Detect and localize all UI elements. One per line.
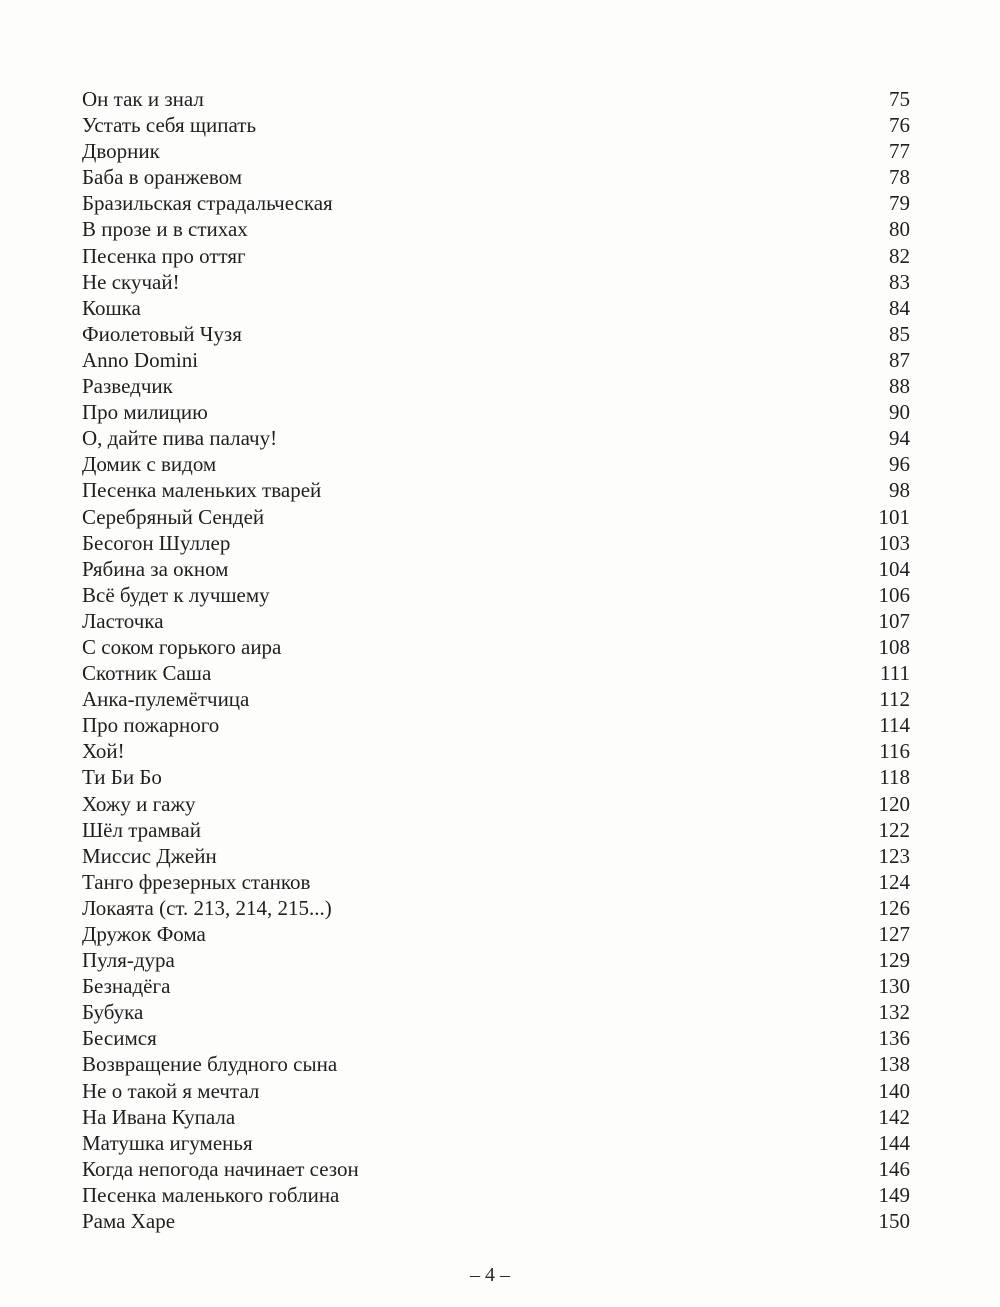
- toc-row: [82, 1078, 910, 1104]
- toc-entry-title: Хой!: [82, 739, 125, 764]
- toc-row: [82, 1208, 910, 1234]
- toc-entry-page: 107: [878, 608, 910, 633]
- toc-entry-page: 108: [878, 634, 910, 659]
- toc-row: [82, 1130, 910, 1156]
- toc-entry-page: 129: [878, 948, 910, 973]
- toc-entry-title: Безнадёга: [82, 974, 171, 999]
- toc-row: [82, 138, 910, 164]
- toc-entry-page: 116: [879, 739, 910, 764]
- toc-entry-title: Матушка игуменья: [82, 1130, 253, 1155]
- toc-entry-page: 132: [878, 1000, 910, 1025]
- toc-entry-page: 103: [878, 530, 910, 555]
- toc-entry-page: 96: [889, 452, 910, 477]
- toc-row: [82, 999, 910, 1025]
- toc-row: [82, 764, 910, 790]
- toc-entry-title: Разведчик: [82, 374, 173, 399]
- toc-row: [82, 86, 910, 112]
- toc-entry-page: 94: [889, 426, 910, 451]
- toc-row: [82, 190, 910, 216]
- toc-entry-title: Он так и знал: [82, 87, 204, 111]
- toc-entry-title: Песенка про оттяг: [82, 243, 246, 268]
- toc-row: [82, 582, 910, 608]
- toc-row: [82, 164, 910, 190]
- toc-entry-page: 120: [878, 791, 910, 816]
- toc-entry-page: 85: [889, 321, 910, 346]
- toc-entry-page: 104: [878, 556, 910, 581]
- toc-entry-page: 123: [878, 843, 910, 868]
- toc-row: [82, 321, 910, 347]
- toc-entry-title: Танго фрезерных станков: [82, 869, 311, 894]
- toc-row: [82, 504, 910, 530]
- toc-list: [82, 86, 910, 1234]
- toc-entry-title: Домик с видом: [82, 452, 217, 477]
- toc-entry-page: 112: [879, 687, 910, 712]
- toc-row: [82, 269, 910, 295]
- toc-entry-title: Локаята (ст. 213, 214, 215...): [82, 895, 332, 920]
- toc-row: [82, 660, 910, 686]
- toc-row: [82, 399, 910, 425]
- toc-row: [82, 1051, 910, 1077]
- toc-entry-page: 83: [889, 269, 910, 294]
- toc-row: [82, 1104, 910, 1130]
- toc-entry-title: Песенка маленьких тварей: [82, 478, 322, 503]
- page-number-footer: – 4 –: [470, 1264, 510, 1286]
- toc-entry-title: Рябина за окном: [82, 556, 229, 581]
- toc-entry-title: Всё будет к лучшему: [82, 582, 270, 607]
- toc-row: [82, 1156, 910, 1182]
- toc-entry-page: 78: [889, 165, 910, 190]
- toc-entry-title: Когда непогода начинает сезон: [82, 1156, 359, 1181]
- toc-row: [82, 295, 910, 321]
- toc-entry-title: Дружок Фома: [82, 922, 206, 946]
- toc-entry-title: Шёл трамвай: [82, 817, 201, 842]
- toc-entry-title: Хожу и гажу: [82, 791, 196, 816]
- toc-entry-page: 142: [878, 1104, 910, 1129]
- toc-entry-title: Миссис Джейн: [82, 843, 217, 868]
- toc-row: [82, 347, 910, 373]
- toc-entry-page: 76: [889, 113, 910, 138]
- toc-entry-page: 124: [878, 869, 910, 894]
- toc-row: [82, 686, 910, 712]
- toc-entry-title: О, дайте пива палачу!: [82, 426, 278, 451]
- toc-entry-title: Ти Би Бо: [82, 765, 162, 790]
- toc-entry-page: 88: [889, 374, 910, 399]
- toc-row: [82, 530, 910, 556]
- toc-row: [82, 634, 910, 660]
- toc-entry-page: 79: [889, 191, 910, 216]
- toc-entry-title: В прозе и в стихах: [82, 217, 248, 242]
- toc-entry-page: 146: [878, 1156, 910, 1181]
- toc-row: [82, 112, 910, 138]
- toc-row: [82, 843, 910, 869]
- toc-entry-title: Пуля-дура: [82, 948, 175, 973]
- toc-row: [82, 425, 910, 451]
- toc-entry-page: 80: [889, 217, 910, 242]
- toc-entry-page: 149: [878, 1182, 910, 1207]
- toc-entry-title: Серебряный Сендей: [82, 504, 265, 529]
- toc-row: [82, 921, 910, 947]
- toc-row: [82, 973, 910, 999]
- toc-entry-page: 82: [889, 243, 910, 268]
- toc-row: [82, 791, 910, 817]
- toc-row: [82, 869, 910, 895]
- toc-entry-page: 111: [880, 661, 910, 686]
- toc-entry-page: 118: [879, 765, 910, 790]
- toc-entry-title: Возвращение блудного сына: [82, 1052, 338, 1077]
- toc-entry-title: Устать себя щипать: [82, 113, 257, 138]
- toc-row: [82, 373, 910, 399]
- toc-entry-page: 84: [889, 295, 910, 320]
- toc-entry-title: Не скучай!: [82, 269, 180, 294]
- toc-entry-page: 130: [878, 974, 910, 999]
- toc-row: [82, 216, 910, 242]
- toc-row: [82, 608, 910, 634]
- toc-entry-title: Дворник: [82, 139, 160, 164]
- toc-row: [82, 712, 910, 738]
- toc-entry-title: Бесимся: [82, 1026, 157, 1051]
- toc-entry-title: Песенка маленького гоблина: [82, 1182, 340, 1207]
- toc-entry-title: Про пожарного: [82, 713, 220, 738]
- toc-row: [82, 243, 910, 269]
- toc-entry-title: Фиолетовый Чузя: [82, 321, 242, 346]
- toc-entry-title: Рама Харе: [82, 1209, 176, 1234]
- toc-entry-page: 87: [889, 347, 910, 372]
- toc-entry-title: На Ивана Купала: [82, 1104, 236, 1129]
- toc-entry-page: 144: [878, 1130, 910, 1155]
- toc-entry-title: Баба в оранжевом: [82, 165, 243, 190]
- toc-entry-page: 127: [878, 922, 910, 946]
- toc-row: [82, 738, 910, 764]
- toc-entry-title: Кошка: [82, 295, 141, 320]
- toc-row: [82, 947, 910, 973]
- toc-entry-page: 101: [878, 504, 910, 529]
- toc-entry-title: Бубука: [82, 1000, 144, 1025]
- toc-entry-page: 98: [889, 478, 910, 503]
- toc-entry-title: Скотник Саша: [82, 661, 212, 686]
- toc-entry-page: 138: [878, 1052, 910, 1077]
- toc-entry-title: Не о такой я мечтал: [82, 1078, 260, 1103]
- toc-entry-title: Anno Domini: [82, 347, 199, 372]
- toc-row: [82, 1025, 910, 1051]
- toc-entry-page: 150: [878, 1209, 910, 1234]
- toc-entry-page: 114: [879, 713, 910, 738]
- toc-entry-title: Ласточка: [82, 608, 164, 633]
- toc-entry-page: 75: [889, 87, 910, 111]
- toc-entry-page: 136: [878, 1026, 910, 1051]
- toc-row: [82, 895, 910, 921]
- toc-entry-title: Бесогон Шуллер: [82, 530, 231, 555]
- toc-row: [82, 556, 910, 582]
- toc-entry-page: 90: [889, 400, 910, 425]
- toc-entry-page: 77: [889, 139, 910, 164]
- toc-entry-title: С соком горького аира: [82, 634, 282, 659]
- toc-row: [82, 1182, 910, 1208]
- toc-row: [82, 451, 910, 477]
- toc-entry-page: 126: [878, 895, 910, 920]
- toc-entry-title: Анка-пулемётчица: [82, 687, 250, 712]
- toc-entry-page: 122: [878, 817, 910, 842]
- toc-row: [82, 817, 910, 843]
- toc-entry-page: 140: [878, 1078, 910, 1103]
- toc-row: [82, 477, 910, 503]
- toc-entry-title: Бразильская страдальческая: [82, 191, 333, 216]
- toc-entry-page: 106: [878, 582, 910, 607]
- toc-entry-title: Про милицию: [82, 400, 208, 425]
